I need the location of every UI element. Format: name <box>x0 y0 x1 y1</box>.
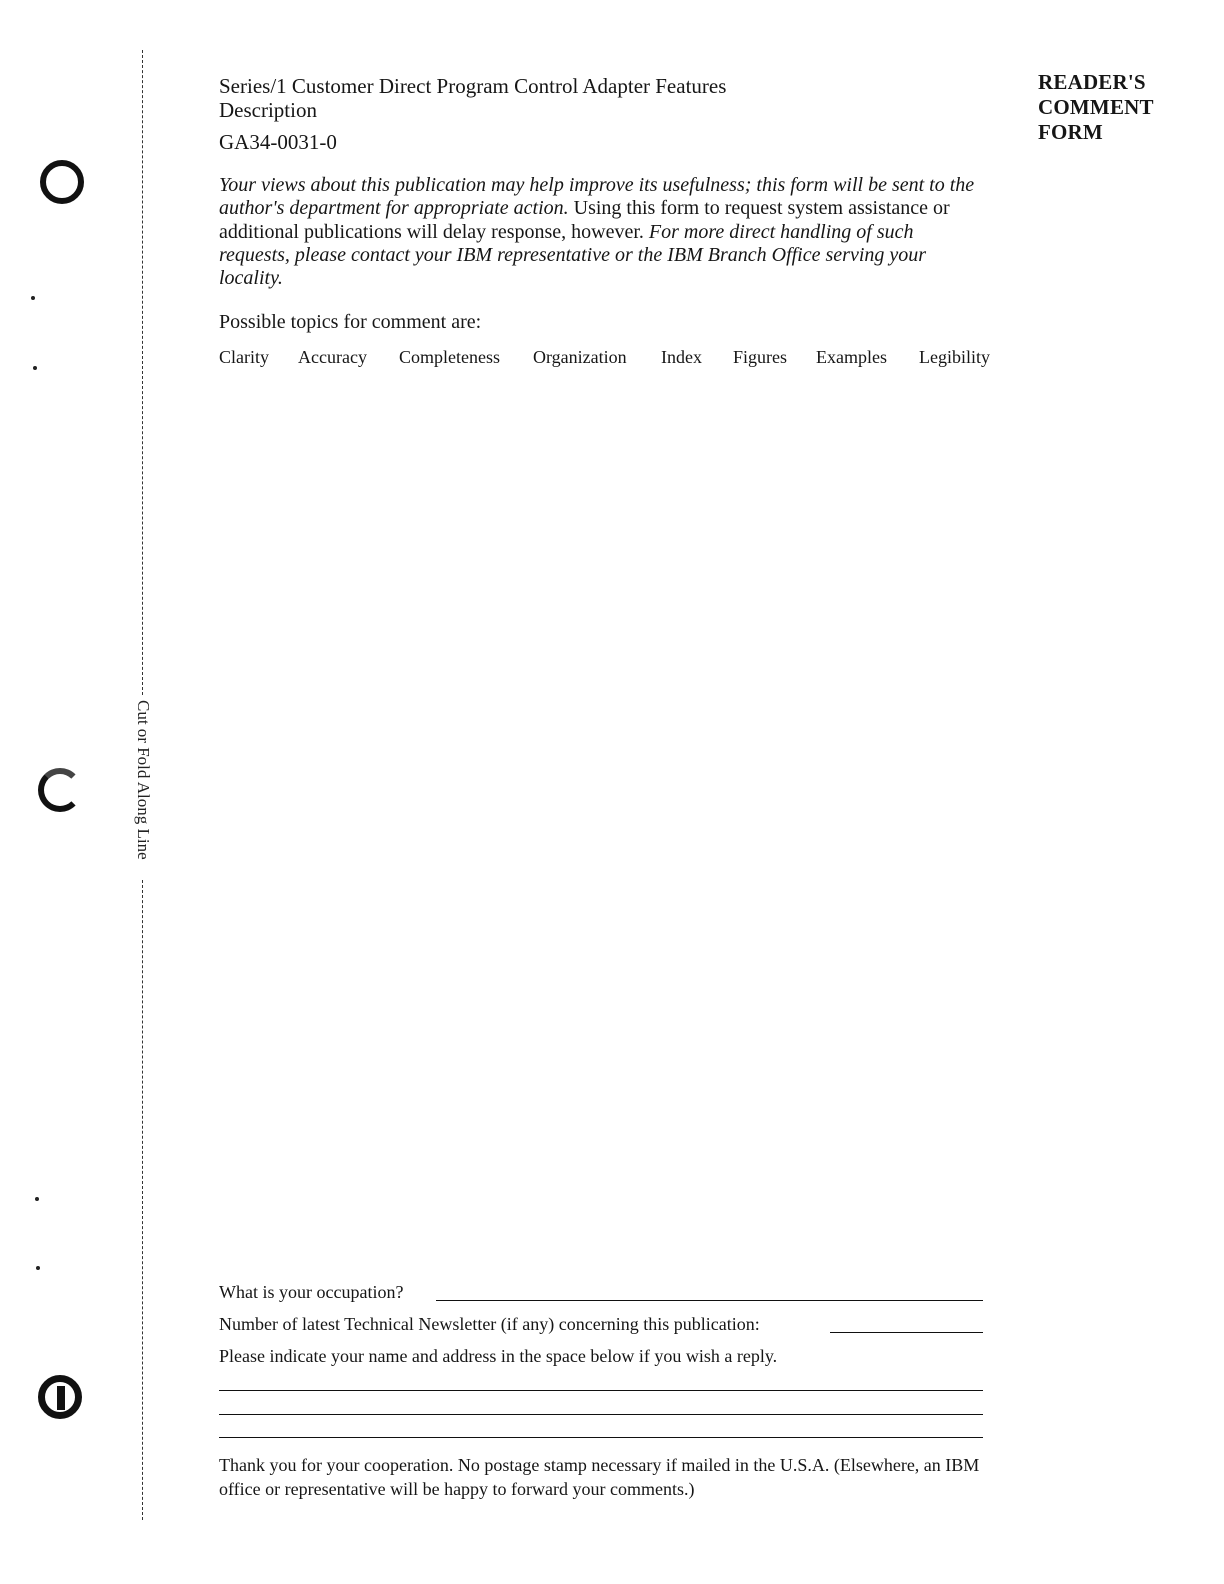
topic-item: Clarity <box>219 347 269 367</box>
address-line[interactable] <box>219 1414 983 1415</box>
form-label-line: COMMENT <box>1038 95 1154 119</box>
reply-label: Please indicate your name and address in the space below if you wish a reply. <box>219 1346 778 1366</box>
speck <box>31 296 35 300</box>
topic-item: Figures <box>733 347 787 367</box>
binder-hole-middle <box>38 768 82 812</box>
topics-label: Possible topics for comment are: <box>219 311 482 333</box>
form-label-line: FORM <box>1038 120 1103 144</box>
topic-item: Index <box>661 347 702 367</box>
binder-hole-bottom <box>38 1375 82 1419</box>
speck <box>33 366 37 370</box>
footer-note: Thank you for your cooperation. No postage stamp necessary if mailed in the U.S.A. (Elsewhere, an IBM office or representative will be happy to forward your comments.) <box>219 1455 980 1499</box>
intro-italic: Your views about this publication may help improve its usefulness; this form will be sent to the author's department for appropriate action. <box>219 174 975 220</box>
publication-number: GA34-0031-0 <box>219 130 337 154</box>
cut-line-label: Cut or Fold Along Line <box>134 700 153 860</box>
occupation-label: What is your occupation? <box>219 1282 404 1302</box>
address-line[interactable] <box>219 1437 983 1438</box>
topic-item: Completeness <box>399 347 500 367</box>
publication-title: Series/1 Customer Direct Program Control Adapter Features <box>219 74 727 98</box>
speck <box>35 1197 39 1201</box>
newsletter-label: Number of latest Technical Newsletter (if any) concerning this publication: <box>219 1314 760 1334</box>
form-label <box>1038 70 1154 145</box>
intro-italic: For more direct handling of such requests, please contact your IBM representative or the IBM Branch Office serving your locality. <box>219 220 927 290</box>
binder-hole-top <box>40 160 84 204</box>
newsletter-field[interactable] <box>830 1332 983 1333</box>
cut-line <box>142 50 143 695</box>
topic-item: Examples <box>816 347 887 367</box>
form-label-line: READER'S <box>1038 70 1146 94</box>
occupation-field[interactable] <box>436 1300 983 1301</box>
topics-list <box>219 347 1009 371</box>
address-line[interactable] <box>219 1390 983 1391</box>
intro-normal: Using this form to request system assistance or additional publications will delay response, however. <box>219 197 950 243</box>
speck <box>36 1266 40 1270</box>
publication-title-line2: Description <box>219 98 317 122</box>
topic-item: Accuracy <box>298 347 367 367</box>
topic-item: Organization <box>533 347 627 367</box>
cut-line <box>142 880 143 1520</box>
intro-paragraph <box>219 174 989 290</box>
topic-item: Legibility <box>919 347 990 367</box>
